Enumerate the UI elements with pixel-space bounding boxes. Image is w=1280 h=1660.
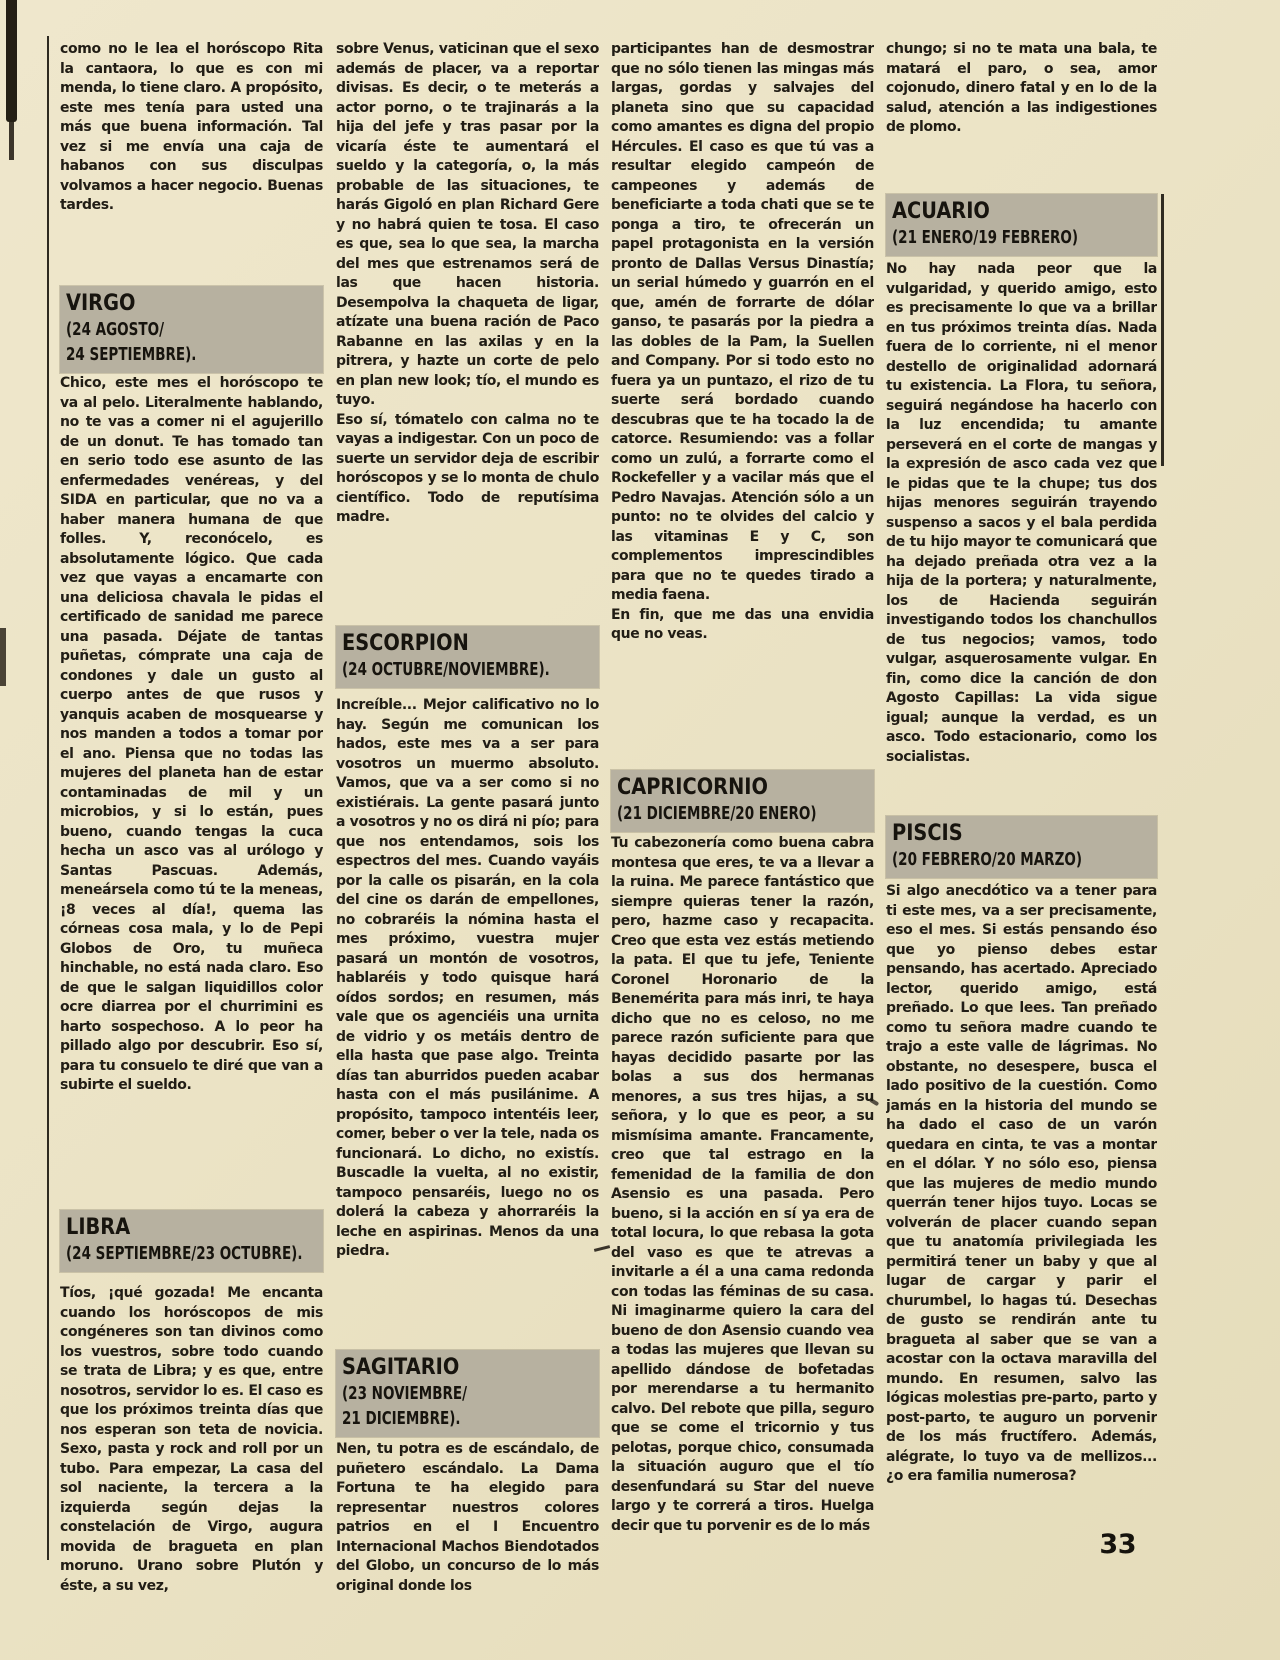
paragraph: Chico, este mes el horóscopo te va al pelo. Literalmente hablando, no te vas a comer ni el agujerillo de un donut. Te has tomado tan en serio todo ese asunto de las enfermedades venéreas, y del SIDA en particular, que no va a haber manera humana de que folles. Y, reconócelo, es absolutamente lógico. Que cada vez que vayas a encamarte con una deliciosa chavala le pidas el certificado de sanidad me parece una pasada. Déjate de tantas puñetas, cómprate una caja de condones y dale un gusto al cuerpo antes de que rusos y yanquis acaben de mosquearse y nos manden a todos a tomar por el ano. Piensa que no todas las mujeres del planeta han de estar contaminadas de mil y un microbios, y si lo están, pues bueno, cuando tengas la cuca hecha un asco vas al urólogo y Santas Pascuas. Además, meneársela como tú te la meneas, ¡8 veces al día!, quema las córneas cosa mala, y lo de Pepi Globos de Oro, tu muñeca hinchable, no está nada claro. Eso de que le salgan liquidillos color ocre diarrea por el churrimini es harto sospechoso. A lo peor ha pillado algo por descubrir. Eso sí, para tu consuelo te diré que van a subirte el sueldo.: [60, 375, 323, 1093]
zodiac-sign-name: ACUARIO: [892, 199, 990, 224]
section-header-libra: [60, 1210, 323, 1272]
section-header-sagitario: [336, 1350, 599, 1437]
scan-edge-strip: [6, 0, 17, 122]
right-column-rule: [1161, 194, 1164, 466]
zodiac-sign-dates: 21 DICIEMBRE).: [342, 1408, 461, 1429]
body-text-block: [886, 40, 1157, 138]
section-header-acuario: [886, 194, 1157, 256]
body-text-block: [60, 40, 323, 216]
column-2: [336, 0, 599, 1660]
section-header-escorpion: [336, 626, 599, 688]
zodiac-sign-dates: (21 DICIEMBRE/20 ENERO): [617, 803, 817, 824]
scan-edge-strip-small: [9, 122, 14, 160]
zodiac-sign-name: ESCORPION: [342, 631, 469, 656]
zodiac-sign-name: LIBRA: [66, 1215, 131, 1240]
section-header-capricornio: [611, 770, 874, 832]
zodiac-sign-dates: (24 SEPTIEMBRE/23 OCTUBRE).: [66, 1243, 303, 1264]
zodiac-sign-dates: (21 ENERO/19 FEBRERO): [892, 227, 1079, 248]
column-1: [60, 0, 323, 1660]
body-text-block: [336, 1440, 599, 1596]
section-header-piscis: [886, 816, 1157, 878]
body-text-block: [611, 834, 874, 1536]
zodiac-sign-name: VIRGO: [66, 291, 136, 316]
paragraph: Increíble... Mejor calificativo no lo hay. Según me comunican los hados, este mes va a ser para vosotros un muermo absoluto. Vamos, que va a ser como si no existiérais. La gente pasará junto a vosotros y no os dirá ni pío; para que nos entendamos, sois los espectros del mes. Cuando vayáis por la calle os pisarán, en la cola del cine os darán de empellones, no cobraréis la nómina hasta el mes próximo, vuestra mujer pasará un montón de vosotros, hablaréis y todo quisque hará oídos sordos; en resumen, más vale que os agenciéis una urnita de vidrio y os metáis dentro de ella hasta que pase algo. Treinta días tan aburridos pueden acabar hasta con el más pusilánime. A propósito, tampoco intentéis leer, comer, beber o ver la tele, nada os funcionará. Lo dicho, no existís. Buscadle la vuelta, al no existir, tampoco pensaréis, luego no os dolerá la cabeza y ahorraréis la leche en aspirinas. Menos da una piedra.: [336, 697, 599, 1259]
zodiac-sign-dates: (24 AGOSTO/: [66, 319, 165, 340]
paragraph: Tíos, ¡qué gozada! Me encanta cuando los horóscopos de mis congéneres son tan divinos como los vuestros, sobre todo cuando se trata de Libra; y es que, entre nosotros, servidor lo es. El caso es que los próximos treinta días que nos esperan son teta de novicia. Sexo, pasta y rock and roll por un tubo. Para empezar, La casa del sol naciente, la tercera a la izquierda según dejas la constelación de Virgo, augura movida de bragueta en plan moruno. Urano sobre Plutón y éste, a su vez,: [60, 1285, 323, 1594]
paragraph: Si algo anecdótico va a tener para ti este mes, va a ser precisamente, eso el mes. Si estás pensando éso que yo pienso debes estar pensando, has acertado. Apreciado lector, querido amigo, está preñado. Lo que lees. Tan preñado como tu señora madre cuando te trajo a este valle de lágrimas. No obstante, no desespere, busca el lado positivo de la cuestión. Como jamás en la historia del mundo se ha dado el caso de un varón quedara en cinta, te vas a montar en el dólar. Y no sólo eso, piensa que las mujeres de medio mundo querrán tener hijos tuyo. Locas se volverán de placer cuando sepan que tu anatomía privilegiada les permitirá tener un baby y que al lugar de cargar y parir el churumbel, lo hagas tú. Desechas de gusto se rendirán ante tu bragueta al saber que se van a acostar con la octava maravilla del mundo. En resumen, salvo las lógicas molestias pre-parto, parto y post-parto, te auguro un porvenir de los más fructífero. Además, alégrate, lo tuyo va de mellizos... ¿o era familia numerosa?: [886, 883, 1157, 1484]
paragraph: como no le lea el horóscopo Rita la cantaora, lo que es con mi menda, lo tiene claro. A propósito, este mes tenía para usted una más que buena información. Tal vez si me envía una caja de habanos con sus disculpas volvamos a hacer negocio. Buenas tardes.: [60, 41, 323, 213]
left-column-rule: [47, 36, 49, 1560]
paragraph: sobre Venus, vaticinan que el sexo además de placer, va a reportar divisas. Es decir, o te meterás a actor porno, o te trajinarás a la hija del jefe y tras pasar por la vicaría éste te aumentará el sueldo y la categoría, o, la más probable de las situaciones, te harás Gigoló en plan Richard Gere y no habrá quien te tosa. El caso es que, sea lo que sea, la marcha del mes que estrenamos será de las que hacen historia. Desempolva la chaqueta de ligar, atízate una buena ración de Paco Rabanne en las axilas y en la pitrera, y hazte un corte de pelo en plan new look; tío, el mundo es tuyo.: [336, 41, 599, 408]
paragraph: Nen, tu potra es de escándalo, de puñetero escándalo. La Dama Fortuna te ha elegido para representar nuestros colores patrios en el I Encuentro Internacional Machos Biendotados del Globo, un concurso de lo más original donde los: [336, 1441, 599, 1594]
paragraph: chungo; si no te mata una bala, te matará el paro, o sea, amor cojonudo, dinero fatal y en lo de la salud, atención a las indigestiones de plomo.: [886, 41, 1157, 135]
body-text-block: [611, 40, 874, 645]
scan-edge-mark: [0, 628, 6, 686]
paragraph: Tu cabezonería como buena cabra montesa que eres, te va a llevar a la ruina. Me parece fantástico que siempre quieras tener la razón, pero, hazme caso y recapacita. Creo que esta vez estás metiendo la pata. El que tu jefe, Teniente Coronel Horonario de la Benemérita para más inri, te haya dicho que no es celoso, no me parece razón suficiente para que hayas decidido pasarte por las bolas a sus dos hermanas menores, a sus tres hijas, a su señora, y lo que es peor, a su mismísima amante. Francamente, creo que tal estrago en la femenidad de la familia de don Asensio es una pasada. Pero bueno, si la acción en sí ya era de total locura, lo que rebasa la gota del vaso es que te atrevas a invitarle a él a una cama redonda con todas las féminas de su casa. Ni imaginarme quiero la cara del bueno de don Asensio cuando vea a todas las mujeres que llevan su apellido dándose de bofetadas por merendarse a tu hermanito calvo. Del rebote que pilla, seguro que se come el tricornio y tus pelotas, porque chico, consumada la situación auguro que el tío desenfundará su Star del nueve largo y te correrá a tiros. Huelga decir que tu porvenir es de lo más: [611, 835, 874, 1534]
body-text-block: [60, 374, 323, 1096]
paragraph: En fin, que me das una envidia que no veas.: [611, 606, 874, 642]
page-number: 33: [1099, 1529, 1136, 1560]
zodiac-sign-name: SAGITARIO: [342, 1355, 460, 1380]
zodiac-sign-dates: (23 NOVIEMBRE/: [342, 1383, 468, 1404]
zodiac-sign-name: CAPRICORNIO: [617, 775, 768, 800]
paragraph: No hay nada peor que la vulgaridad, y querido amigo, esto es precisamente lo que va a brillar en tus próximos treinta días. Nada fuera de lo corriente, ni el menor destello de originalidad adornará tu existencia. La Flora, tu señora, seguirá negándose ha hacerlo con la luz encendida; tu amante perseverá en el corte de mangas y la expresión de asco cada vez que le pidas que te la chupe; tus dos hijas menores seguirán trayendo suspenso a sacos y el bala perdida de tu hijo mayor te comunicará que ha dejado preñada otra vez a la hija de la portera; y naturalmente, los de Hacienda seguirán investigando todos los chanchullos de tus negocios; vamos, todo vulgar, asquerosamente vulgar. En fin, como dice la canción de don Agosto Capillas: La vida sigue igual; aunque la verdad, es un asco. Todo estacionario, como los socialistas.: [886, 261, 1157, 765]
zodiac-sign-dates: 24 SEPTIEMBRE).: [66, 344, 197, 365]
column-3: [611, 0, 874, 1660]
zodiac-sign-dates: (24 OCTUBRE/NOVIEMBRE).: [342, 659, 550, 680]
paragraph: participantes han de desmostrar que no sólo tienen las mingas más largas, gordas y salvajes del planeta sino que su capacidad como amantes es digna del propio Hércules. El caso es que tú vas a resultar elegido campeón de campeones y además de beneficiarte a toda chati que se te ponga a tiro, te ofrecerán un papel protagonista en la versión pronto de Dallas Versus Dinastía; un serial húmedo y guarrón en el que, amén de forrarte de dólar ganso, te pasarás por la piedra a las dobles de la Pam, la Suellen and Company. Por si todo esto no fuera ya un puntazo, el rizo de tu suerte será bordado cuando descubras que te ha tocado la de catorce. Resumiendo: vas a follar como un zulú, a forrarte como el Rockefeller y a vacilar más que el Pedro Navajas. Atención sólo a un punto: no te olvides del calcio y las vitaminas E y C, son complementos imprescindibles para que no te quedes tirado a media faena.: [611, 41, 874, 603]
body-text-block: [886, 260, 1157, 767]
body-text-block: [336, 696, 599, 1262]
column-4: [886, 0, 1157, 1660]
body-text-block: [336, 40, 599, 528]
body-text-block: [60, 1284, 323, 1596]
paragraph: Eso sí, tómatelo con calma no te vayas a indigestar. Con un poco de suerte un servidor deja de escribir horóscopos y se lo monta de chulo científico. Todo de reputísima madre.: [336, 411, 599, 525]
zodiac-sign-dates: (20 FEBRERO/20 MARZO): [892, 849, 1083, 870]
body-text-block: [886, 882, 1157, 1487]
zodiac-sign-name: PISCIS: [892, 821, 963, 846]
section-header-virgo: [60, 286, 323, 373]
